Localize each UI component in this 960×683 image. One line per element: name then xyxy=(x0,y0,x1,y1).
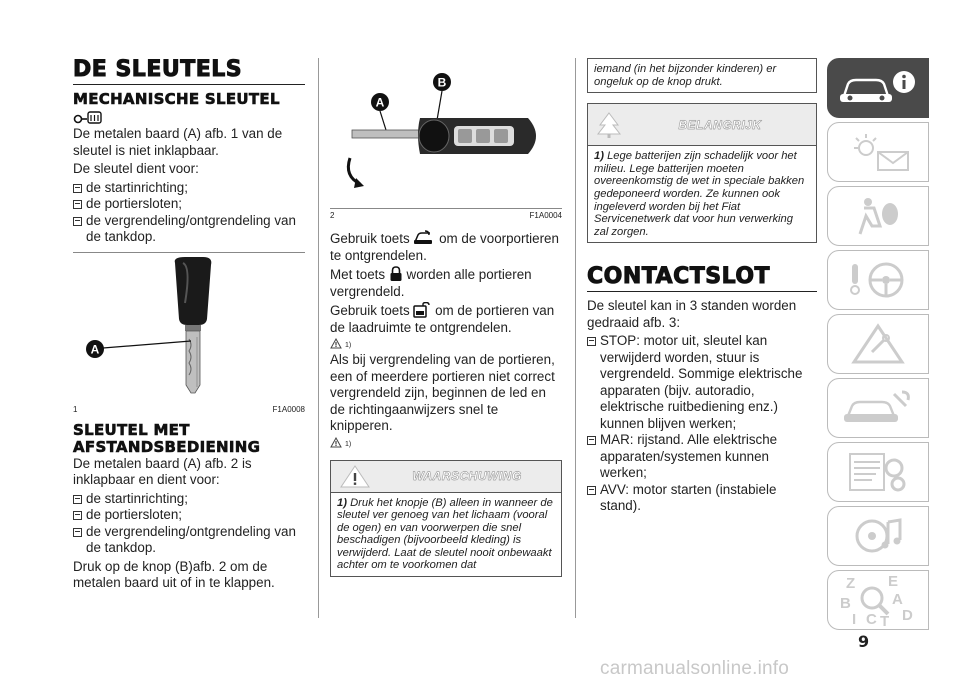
column-2 xyxy=(330,58,562,577)
note-reference: 1) xyxy=(330,338,562,349)
section-title-contactslot: CONTACTSLOT xyxy=(587,264,771,290)
bullet-icon xyxy=(73,511,82,520)
bullet-icon xyxy=(73,184,82,193)
list-item: de portiersloten; xyxy=(73,507,305,524)
mechanical-key-illustration xyxy=(73,253,305,403)
index-letter: A xyxy=(892,591,903,608)
paragraph: Gebruik toets om de portieren van de laadruimte te ontgrendelen. xyxy=(330,303,555,335)
index-icon xyxy=(836,572,920,628)
subsection-title-mechanische-sleutel: MECHANISCHE SLEUTEL xyxy=(73,90,280,108)
section-title-de-sleutels: DE SLEUTELS xyxy=(73,57,243,82)
important-title: BELANGRIJK xyxy=(678,117,762,132)
figure-caption xyxy=(330,209,562,220)
list-item: MAR: rijstand. Alle elektrische apparaten/systemen kunnen werken; xyxy=(587,432,817,482)
figure-caption xyxy=(73,403,305,414)
bullet-icon xyxy=(587,436,596,445)
figure-code: F1A0004 xyxy=(529,211,562,220)
list-item: AVV: motor starten (instabiele stand). xyxy=(587,482,817,515)
tab-maintenance[interactable] xyxy=(827,378,929,438)
list-item: de portiersloten; xyxy=(73,196,305,213)
subsection-title-afstandsbediening: SLEUTEL MET AFSTANDSBEDIENING xyxy=(73,420,261,456)
tab-multimedia[interactable] xyxy=(827,506,929,566)
column-separator-1 xyxy=(318,58,319,618)
bullet-icon xyxy=(587,486,596,495)
warning-box xyxy=(330,460,562,578)
warning-continuation-text: iemand (in het bijzonder kinderen) er ongeluk op de knop drukt. xyxy=(594,63,777,88)
column-3 xyxy=(587,58,817,515)
unlock-front-doors-icon xyxy=(413,230,435,246)
tab-index[interactable] xyxy=(827,570,929,630)
warning-lights-icon xyxy=(836,130,920,174)
tab-car-info[interactable] xyxy=(827,58,929,118)
page-number: 9 xyxy=(858,632,870,651)
paragraph: De sleutel dient voor: xyxy=(73,161,199,176)
index-letter: D xyxy=(902,607,913,624)
index-letter: I xyxy=(852,611,857,628)
list-item: de startinrichting; xyxy=(73,491,305,508)
list-item: de vergrendeling/ontgrendeling van de tankdop. xyxy=(73,213,305,246)
paragraph: De metalen baard (A) afb. 1 van de sleutel is niet inklapbaar. xyxy=(73,126,283,158)
remote-key-illustration xyxy=(330,58,562,208)
warning-header xyxy=(331,461,561,493)
watermark: carmanualsonline.info xyxy=(600,658,790,679)
car-info-icon xyxy=(836,68,920,108)
title-rule xyxy=(587,291,817,292)
warning-triangle-icon xyxy=(330,338,342,349)
chapter-tabs xyxy=(827,58,929,634)
unlock-cargo-icon xyxy=(413,302,431,318)
emergency-icon xyxy=(836,322,920,366)
paragraph: Met toets worden alle portieren vergrendeld. xyxy=(330,267,532,299)
column-separator-2 xyxy=(575,58,576,618)
callout-a: A xyxy=(375,95,385,110)
figure-2 xyxy=(330,58,562,208)
multimedia-icon xyxy=(836,514,920,558)
index-letter: C xyxy=(866,611,877,628)
warning-text: 1) Druk het knopje (B) alleen in wanneer de sleutel ver genoeg van het lichaam (vooral de ogen) en van voorwerpen die snel beschadigen (bijvoorbeeld kleding) is verwijderd. Laat de sleutel nooit onbewaakt achter om te voorkomen dat xyxy=(337,496,553,572)
important-box xyxy=(587,103,817,243)
paragraph: Gebruik toets om de voorportieren te ontgrendelen. xyxy=(330,231,559,263)
important-header xyxy=(588,104,816,146)
bullet-icon xyxy=(73,528,82,537)
warning-icon xyxy=(337,463,373,489)
warning-continuation-box xyxy=(587,58,817,93)
service-car-icon xyxy=(836,386,920,430)
index-letter: E xyxy=(888,573,899,590)
bullet-icon xyxy=(73,217,82,226)
steering-wheel-icon xyxy=(836,258,920,302)
key-symbol-row xyxy=(73,110,305,124)
technical-data-icon xyxy=(836,450,920,494)
list-item: de vergrendeling/ontgrendeling van de tankdop. xyxy=(73,524,305,557)
safety-airbag-icon xyxy=(836,194,920,238)
tab-emergency[interactable] xyxy=(827,314,929,374)
bullet-icon xyxy=(587,337,596,346)
callout-a: A xyxy=(90,342,100,356)
index-letter: Z xyxy=(846,575,856,592)
callout-b: B xyxy=(437,75,447,90)
figure-number: 1 xyxy=(73,404,78,414)
paragraph: Druk op de knop (B)afb. 2 om de metalen baard uit of in te klappen. xyxy=(73,558,275,590)
note-reference: 1) xyxy=(330,437,562,448)
important-text: 1) Lege batterijen zijn schadelijk voor het milieu. Lege batterijen moeten overeenkomstig de wet in speciale bakken gedeponeerd worden. Ze kunnen ook ingeleverd worden bij het Fiat Servicenetwerk dat voor hun verwerking zal zorgen. xyxy=(594,150,805,238)
column-1 xyxy=(73,58,305,594)
lock-icon xyxy=(389,266,403,282)
title-rule xyxy=(73,84,305,85)
environment-tree-icon xyxy=(594,110,624,140)
tab-warning-lights[interactable] xyxy=(827,122,929,182)
warning-triangle-icon xyxy=(330,437,342,448)
bullet-icon xyxy=(73,200,82,209)
figure-code: F1A0008 xyxy=(272,404,305,414)
index-letter: B xyxy=(840,595,851,612)
key-icon xyxy=(73,110,103,124)
index-letter: T xyxy=(880,613,890,628)
figure-1 xyxy=(73,253,305,403)
tab-safety[interactable] xyxy=(827,186,929,246)
tab-technical-data[interactable] xyxy=(827,442,929,502)
bullet-icon xyxy=(73,495,82,504)
paragraph: Als bij vergrendeling van de portieren, een of meerdere portieren niet correct vergrendeld zijn, beginnen de led en de richtingaanwijzers snel te knipperen. xyxy=(330,352,555,433)
list-item: STOP: motor uit, sleutel kan verwijderd worden, stuur is vergrendeld. Sommige elektrische apparaten (bijv. autoradio, elektrische ruitbediening enz.) kunnen blijven werken; xyxy=(587,333,817,432)
paragraph: De metalen baard (A) afb. 2 is inklapbaar en dient voor: xyxy=(73,455,252,487)
figure-number: 2 xyxy=(330,211,335,220)
warning-title: WAARSCHUWING xyxy=(412,469,522,483)
paragraph: De sleutel kan in 3 standen worden gedraaid afb. 3: xyxy=(587,298,797,330)
tab-starting-driving[interactable] xyxy=(827,250,929,310)
list-item: de startinrichting; xyxy=(73,180,305,197)
